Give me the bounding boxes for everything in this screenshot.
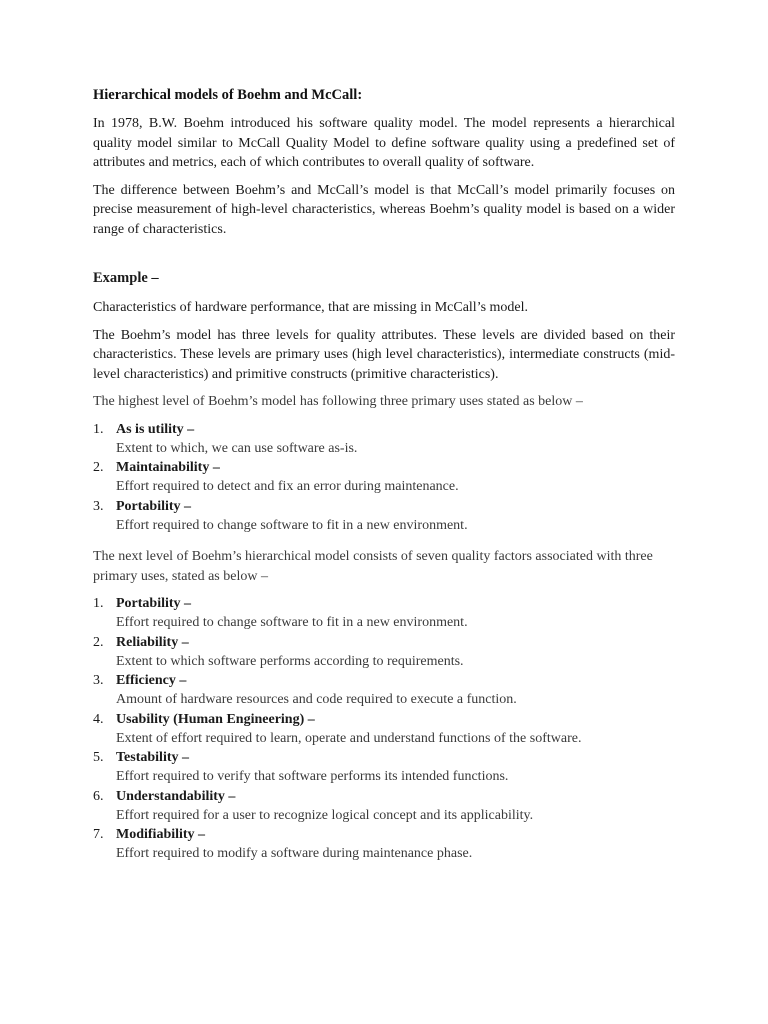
list-item-description: Effort required to detect and fix an error during maintenance.	[116, 479, 459, 494]
quality-factors-list	[93, 594, 675, 864]
example-paragraph: Characteristics of hardware performance, that are missing in McCall’s model.	[93, 300, 529, 315]
list-item	[93, 671, 675, 710]
example-heading: Example –	[93, 270, 159, 286]
list-item-title: Understandability –	[116, 788, 236, 804]
section-spacer	[93, 535, 675, 547]
list-item-description: Effort required to verify that software performs its intended functions.	[116, 769, 509, 784]
intro-paragraph: In 1978, B.W. Boehm introduced his software quality model. The model represents a hierarchical quality model similar to McCall Quality Model to define software quality using a predefined set of attributes and metrics, each of which contributes to overall quality of software.	[93, 116, 675, 170]
list-item-title: Modifiability –	[116, 827, 206, 842]
list-item-title: Portability –	[116, 596, 192, 611]
highest-level-paragraph: The highest level of Boehm’s model has following three primary uses stated as below –	[93, 394, 583, 409]
list-item-number: 1.	[93, 596, 104, 611]
list-item-title: Maintainability –	[116, 460, 220, 475]
list-item-number: 3.	[93, 673, 104, 688]
list-item	[93, 594, 675, 633]
list-item	[93, 633, 675, 672]
list-item-title: Usability (Human Engineering) –	[116, 711, 315, 727]
primary-uses-list	[93, 420, 675, 536]
list-item-description: Effort required for a user to recognize logical concept and its applicability.	[116, 807, 534, 823]
list-item-number: 4.	[93, 711, 104, 727]
levels-paragraph: The Boehm’s model has three levels for quality attributes. These levels are divided based on their characteristics. These levels are primary uses (high level characteristics), intermediate constructs (mid-level characteristics) and primitive constructs (primitive characteristics).	[93, 327, 675, 382]
list-item-description: Effort required to change software to fit in a new environment.	[116, 517, 468, 533]
list-item-description: Extent to which software performs according to requirements.	[116, 653, 464, 669]
list-item-number: 7.	[93, 827, 104, 842]
section-spacer	[93, 247, 675, 269]
list-item-description: Extent to which, we can use software as-is.	[116, 440, 358, 456]
list-item	[93, 748, 675, 787]
list-item-number: 6.	[93, 788, 104, 804]
list-item	[93, 420, 675, 459]
list-item-description: Effort required to change software to fit in a new environment.	[116, 615, 468, 630]
list-item	[93, 458, 675, 497]
list-item-description: Extent of effort required to learn, operate and understand functions of the software.	[116, 730, 582, 746]
difference-paragraph: The difference between Boehm’s and McCall’s model is that McCall’s model primarily focuses on precise measurement of high-level characteristics, whereas Boehm’s quality model is based on a wider range of characteristics.	[93, 182, 675, 237]
list-item-number: 3.	[93, 498, 104, 514]
list-item-title: Portability –	[116, 498, 192, 514]
document-heading: Hierarchical models of Boehm and McCall:	[93, 87, 363, 103]
list-item-description: Effort required to modify a software during maintenance phase.	[116, 846, 473, 861]
list-item	[93, 710, 675, 749]
next-level-paragraph: The next level of Boehm’s hierarchical model consists of seven quality factors associated with three primary uses, stated as below –	[93, 549, 653, 584]
list-item-title: Reliability –	[116, 634, 189, 650]
document-page	[93, 86, 675, 864]
list-item-number: 1.	[93, 421, 104, 437]
list-item	[93, 497, 675, 536]
list-item-number: 5.	[93, 750, 104, 765]
list-item-description: Amount of hardware resources and code required to execute a function.	[116, 692, 517, 707]
list-item-title: Efficiency –	[116, 673, 187, 688]
list-item-title: As is utility –	[116, 421, 195, 437]
list-item-number: 2.	[93, 634, 104, 650]
list-item-number: 2.	[93, 460, 104, 475]
list-item	[93, 787, 675, 826]
list-item	[93, 825, 675, 864]
list-item-title: Testability –	[116, 750, 189, 765]
